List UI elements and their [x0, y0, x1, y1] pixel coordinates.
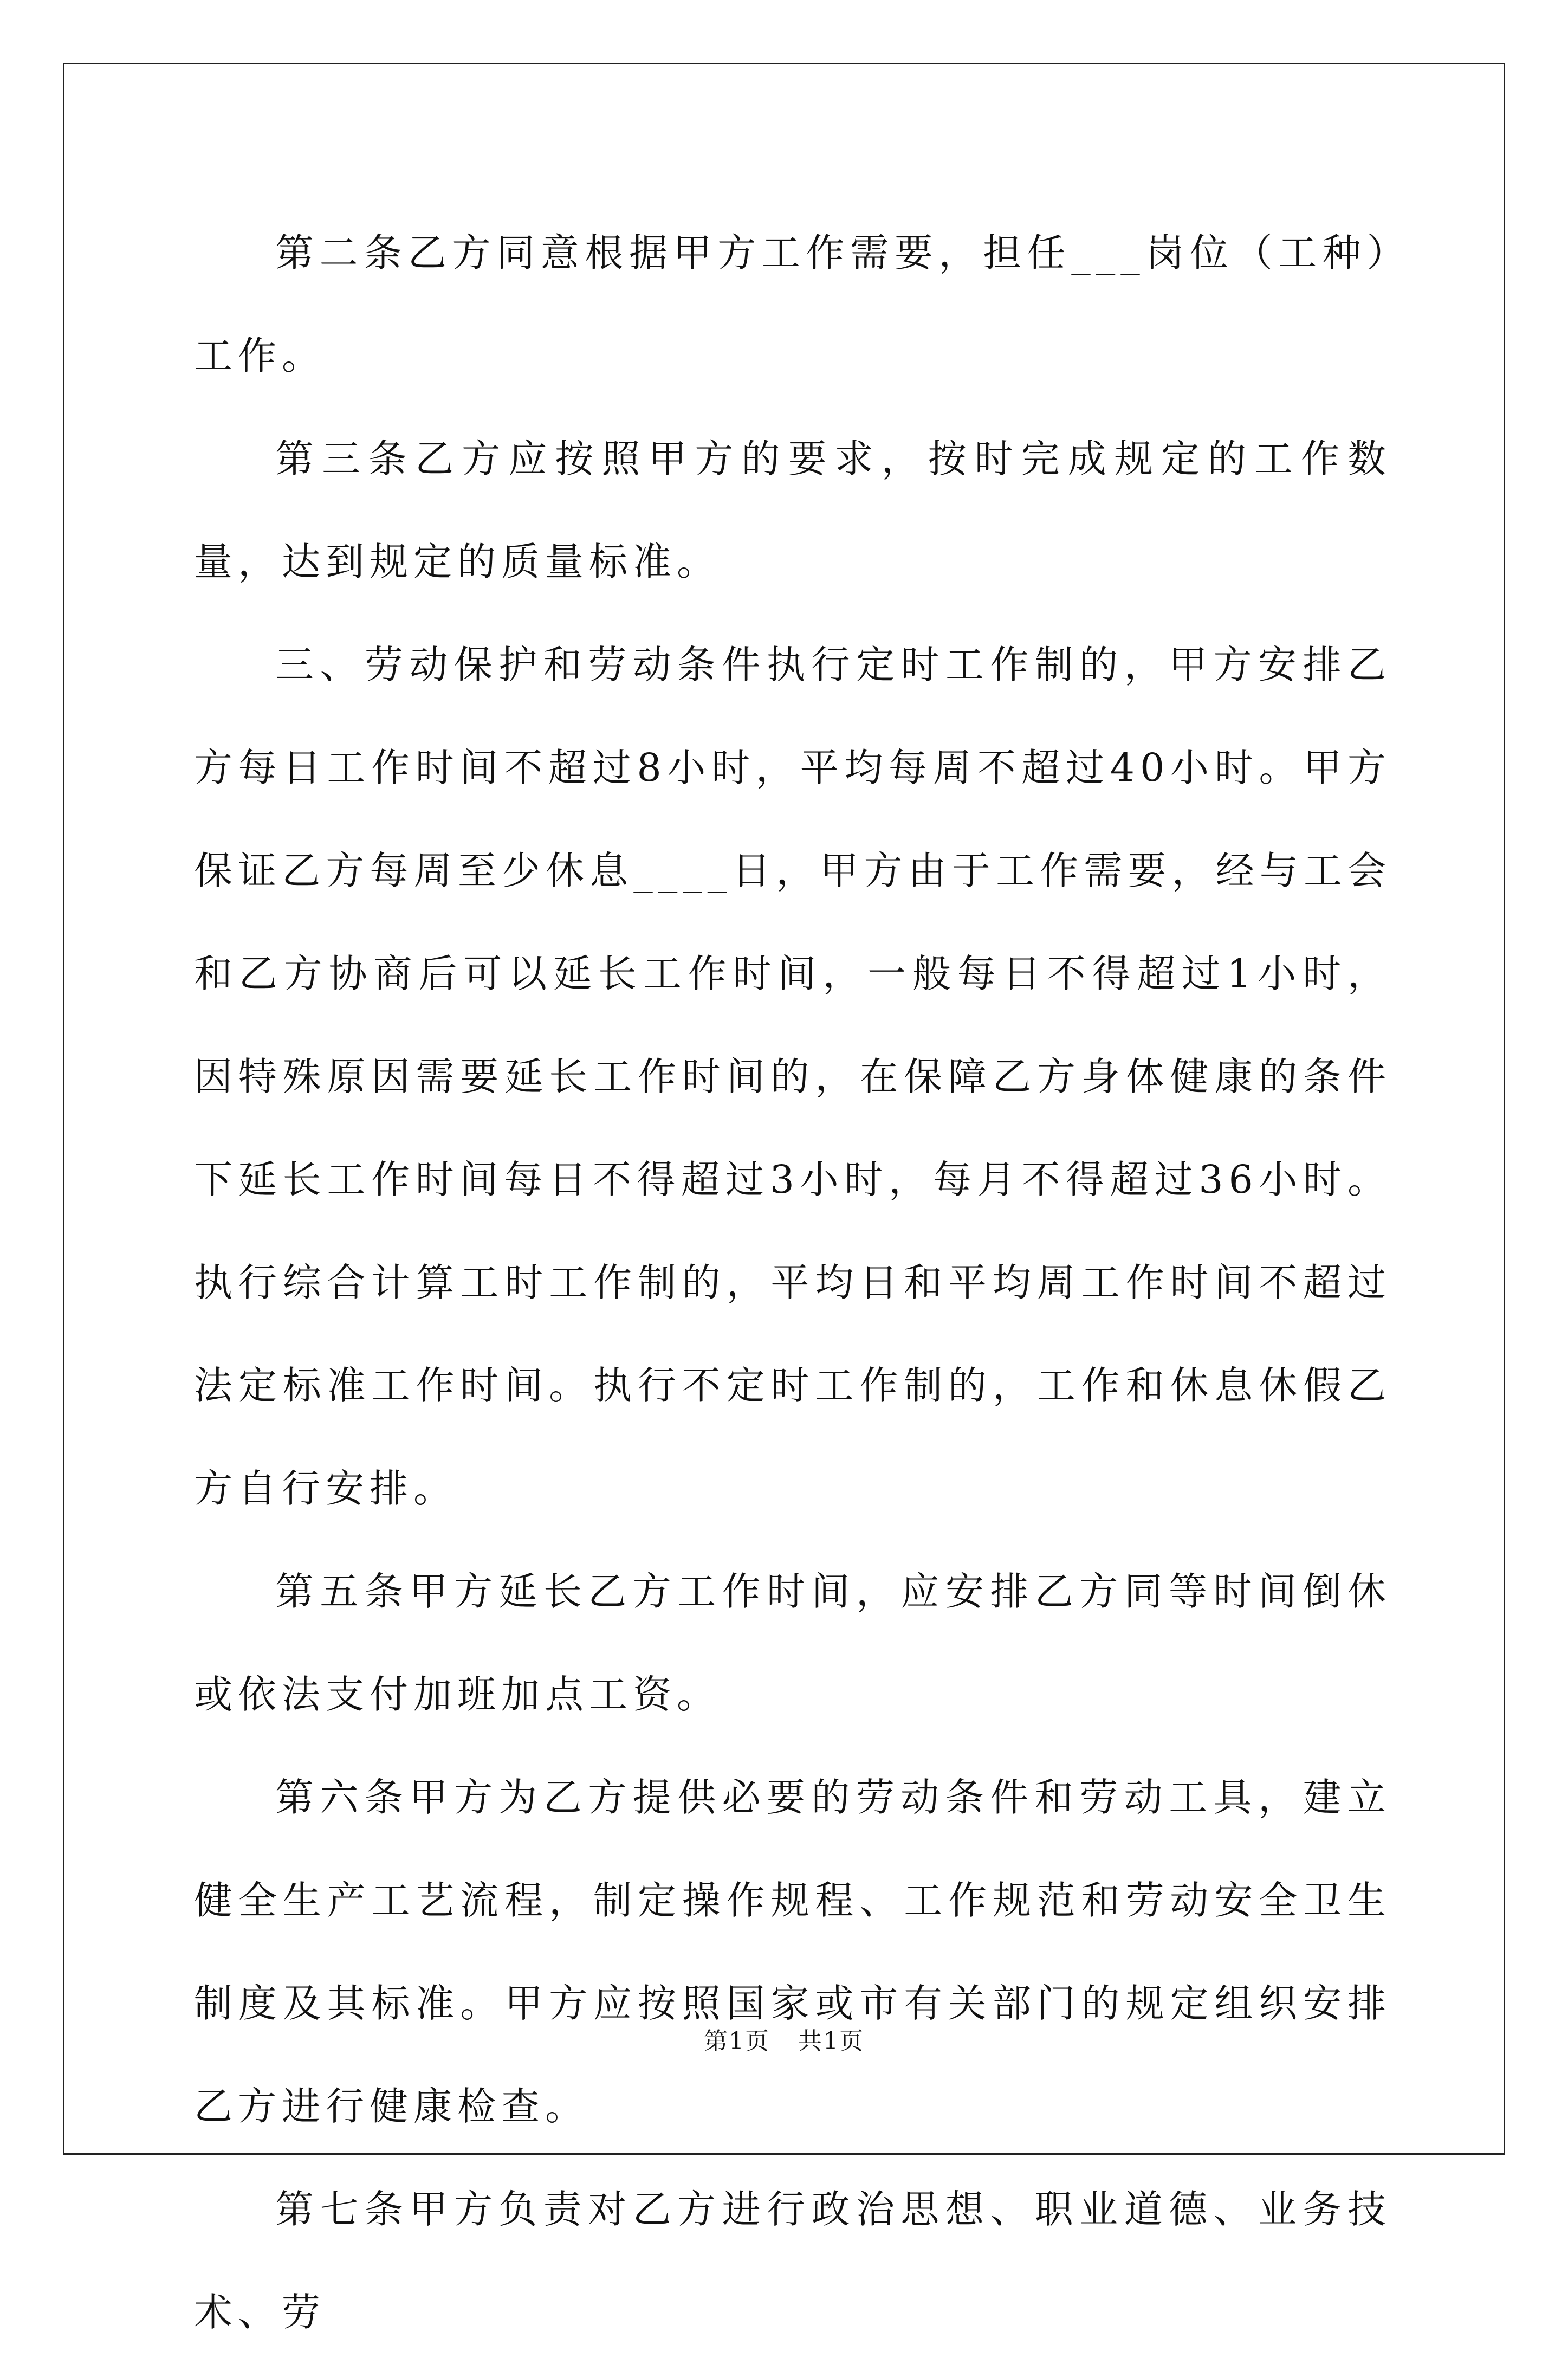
- page-number-total: 共1页: [798, 2027, 864, 2055]
- paragraph-article-7: 第七条甲方负责对乙方进行政治思想、职业道德、业务技术、劳: [194, 2187, 1391, 2335]
- paragraph-article-5: 第五条甲方延长乙方工作时间，应安排乙方同等时间倒休或依法支付加班加点工资。: [194, 1569, 1391, 1717]
- paragraph-article-6: 第六条甲方为乙方提供必要的劳动条件和劳动工具，建立健全生产工艺流程，制定操作规程、工作规范和劳动安全卫生制度及其标准。甲方应按照国家或市有关部门的规定组织安排乙方进行健康检查。: [194, 1775, 1391, 2129]
- page-footer: [0, 2021, 1568, 2056]
- paragraph-labor-protection: 三、劳动保护和劳动条件执行定时工作制的，甲方安排乙方每日工作时间不超过8小时，平均每周不超过40小时。甲方保证乙方每周至少休息____日，甲方由于工作需要，经与工会和乙方协商后可以延长工作时间，一般每日不得超过1小时，因特殊原因需要延长工作时间的，在保障乙方身体健康的条件下延长工作时间每日不得超过3小时，每月不得超过36小时。执行综合计算工时工作制的，平均日和平均周工作时间不超过法定标准工作时间。执行不定时工作制的，工作和休息休假乙方自行安排。: [194, 642, 1391, 1511]
- paragraph-article-2: 第二条乙方同意根据甲方工作需要，担任___岗位（工种）工作。: [194, 230, 1391, 378]
- page-number-current: 第1页: [704, 2027, 770, 2055]
- paragraph-article-3: 第三条乙方应按照甲方的要求，按时完成规定的工作数量，达到规定的质量标准。: [194, 436, 1391, 584]
